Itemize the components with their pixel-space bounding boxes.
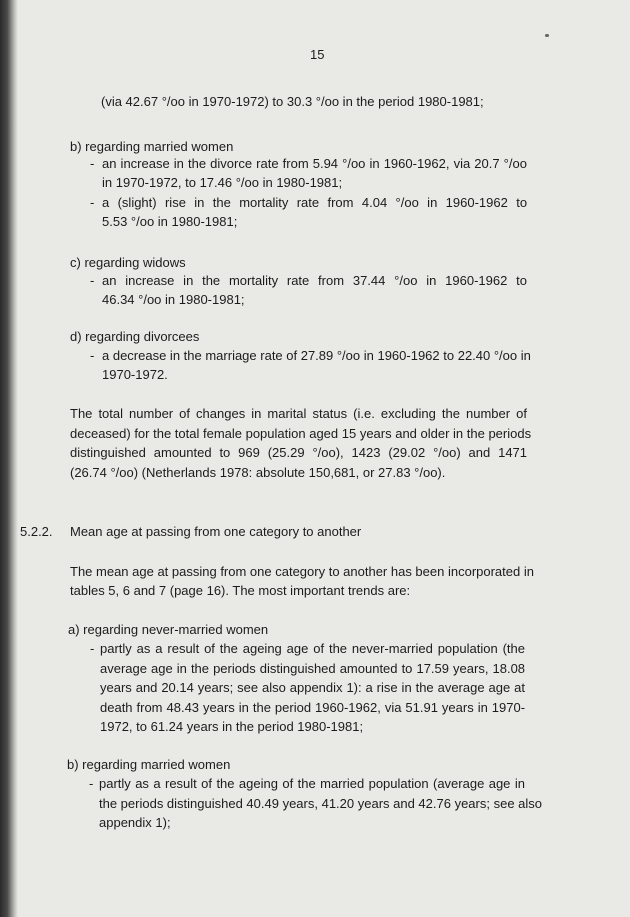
list-label-never-married: a) regarding never-married women — [68, 622, 269, 637]
scan-speck — [545, 34, 549, 37]
text-line: appendix 1); — [99, 815, 171, 830]
paragraph-line: tables 5, 6 and 7 (page 16). The most important trends are: — [70, 583, 411, 598]
dash-bullet: - — [90, 641, 95, 656]
paragraph-line: distinguished amounted to 969 (25.29 °/oo), 1423 (29.02 °/oo) and 1471 — [70, 445, 528, 460]
text-line: the periods distinguished 40.49 years, 41.20 years and 42.76 years; see also — [99, 796, 543, 811]
text-line: 46.34 °/oo in 1980-1981; — [102, 292, 245, 307]
paragraph-line: The mean age at passing from one category to another has been incorporated in — [70, 564, 534, 579]
paragraph-line: The total number of changes in marital status (i.e. excluding the number of — [70, 406, 527, 421]
text-line: years and 20.14 years; see also appendix 1): a rise in the average age at — [100, 680, 525, 695]
text-line: 1972, to 61.24 years in the period 1980-1981; — [100, 719, 364, 734]
text-line: 5.53 °/oo in 1980-1981; — [102, 214, 238, 229]
dash-bullet: - — [90, 273, 95, 288]
text-line: partly as a result of the ageing age of the never-married population (the — [100, 641, 525, 656]
text-line: death from 48.43 years in the period 1960-1962, via 51.91 years in 1970- — [100, 700, 526, 715]
paragraph-line: (26.74 °/oo) (Netherlands 1978: absolute 150,681, or 27.83 °/oo). — [70, 465, 446, 480]
page-binding-edge — [0, 0, 18, 917]
dash-bullet: - — [90, 156, 95, 171]
list-label-married-women-2: b) regarding married women — [67, 757, 231, 772]
text-line: an increase in the mortality rate from 37.44 °/oo in 1960-1962 to — [102, 273, 527, 288]
list-label-divorcees: d) regarding divorcees — [70, 329, 200, 344]
text-line: partly as a result of the ageing of the married population (average age in — [99, 776, 525, 791]
text-line: (via 42.67 °/oo in 1970-1972) to 30.3 °/oo in the period 1980-1981; — [101, 94, 484, 109]
dash-bullet: - — [90, 348, 95, 363]
text-line: in 1970-1972, to 17.46 °/oo in 1980-1981; — [102, 175, 343, 190]
section-title: Mean age at passing from one category to another — [70, 524, 362, 539]
page-number: 15 — [310, 47, 325, 62]
text-line: 1970-1972. — [102, 367, 168, 382]
text-line: an increase in the divorce rate from 5.94 °/oo in 1960-1962, via 20.7 °/oo — [102, 156, 527, 171]
text-line: average age in the periods distinguished amounted to 17.59 years, 18.08 — [100, 661, 526, 676]
paragraph-line: deceased) for the total female population aged 15 years and older in the periods — [70, 426, 532, 441]
dash-bullet: - — [89, 776, 94, 791]
list-label-married-women: b) regarding married women — [70, 139, 234, 154]
list-label-widows: c) regarding widows — [70, 255, 186, 270]
dash-bullet: - — [90, 195, 95, 210]
text-line: a (slight) rise in the mortality rate from 4.04 °/oo in 1960-1962 to — [102, 195, 528, 210]
section-number: 5.2.2. — [20, 524, 53, 539]
text-line: a decrease in the marriage rate of 27.89 °/oo in 1960-1962 to 22.40 °/oo in — [102, 348, 531, 363]
